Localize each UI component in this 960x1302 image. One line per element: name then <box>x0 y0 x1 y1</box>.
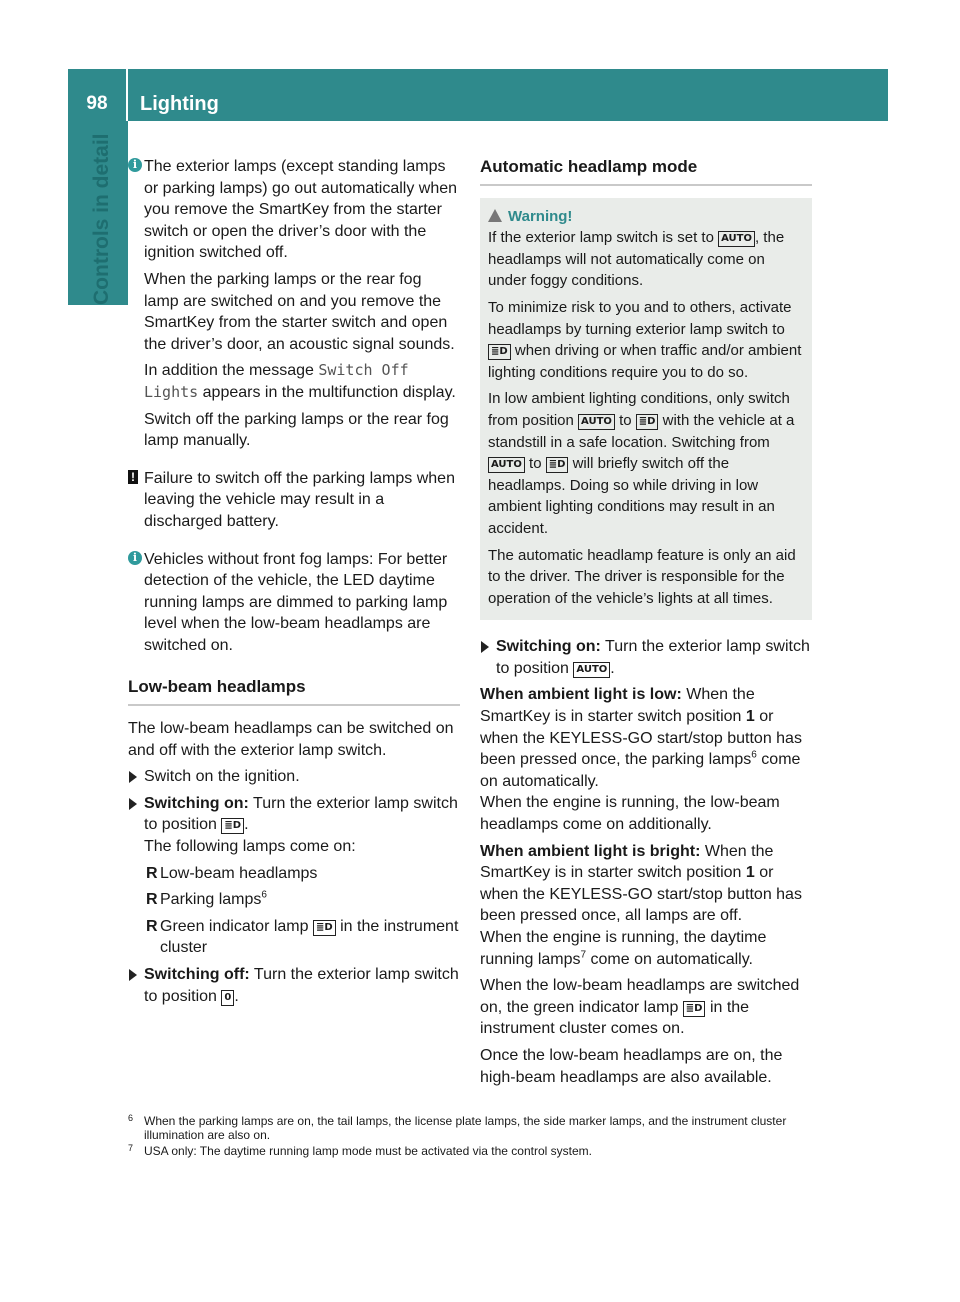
step: Switching on: Turn the exterior lamp switch to position AUTO . <box>480 636 812 679</box>
paragraph: The automatic headlamp feature is only an aid to the driver. The driver is responsible for the operation of the vehicle’s lights at all times. <box>488 546 796 607</box>
paragraph: Once the low-beam headlamps are on, the high-beam headlamps are also available. <box>480 1046 783 1086</box>
list-item: R Low-beam headlamps <box>146 864 318 882</box>
caution-note <box>128 468 460 533</box>
footnote: 6 When the parking lamps are on, the tail lamps, the license plate lamps, the side marker lamps, and the instrument cluster illumination are also on. <box>128 1113 787 1142</box>
arrow-icon <box>129 798 137 810</box>
page-header <box>68 69 888 121</box>
info-note <box>128 156 460 452</box>
auto-icon: AUTO <box>718 231 755 247</box>
warning-title: Warning! <box>488 206 804 228</box>
footnotes <box>128 1114 812 1160</box>
info-icon: i <box>128 551 142 565</box>
zero-position-icon: 0 <box>221 990 234 1006</box>
auto-icon: AUTO <box>573 662 610 678</box>
paragraph: When ambient light is bright: When the SmartKey is in starter switch position 1 or when the KEYLESS-GO start/stop button has been pressed once, all lamps are off. When the engine is running, the daytime running lamps$^7$ come on automatically. <box>480 842 802 968</box>
paragraph: When the low-beam headlamps are switched on, the green indicator lamp ≣D in the instrument cluster comes on. <box>480 977 800 1038</box>
arrow-icon <box>129 969 137 981</box>
info-icon: i <box>128 158 142 172</box>
right-column <box>480 156 812 1093</box>
lowbeam-icon: ≣D <box>221 818 244 834</box>
sidebar-label: Controls in detail <box>90 133 113 305</box>
paragraph: In addition the message Switch Off Lights appears in the multifunction display. <box>144 361 456 401</box>
step: Switch on the ignition. <box>128 766 460 788</box>
paragraph: The low-beam headlamps can be switched on and off with the exterior lamp switch. <box>128 720 454 759</box>
lowbeam-icon: ≣D <box>683 1001 706 1017</box>
display-message: Switch Off <box>318 361 409 380</box>
lowbeam-icon: ≣D <box>546 457 569 473</box>
display-message: Lights <box>144 382 199 401</box>
footnote: 7 USA only: The daytime running lamp mode must be activated via the control system. <box>128 1143 592 1158</box>
arrow-icon <box>129 771 137 783</box>
warning-triangle-icon <box>488 209 502 222</box>
auto-icon: AUTO <box>488 457 525 473</box>
lowbeam-icon: ≣D <box>488 344 511 360</box>
step: Switching on: Turn the exterior lamp switch to position ≣D . The following lamps come on: <box>128 793 460 858</box>
info-note <box>128 549 460 657</box>
paragraph: Vehicles without front fog lamps: For better detection of the vehicle, the LED daytime running lamps are dimmed to parking lamp level when the low-beam headlamps are switched on. <box>144 550 448 654</box>
header-divider <box>126 69 128 121</box>
page-number: 98 <box>86 93 108 114</box>
list-item: R Parking lamps$^6$ <box>146 889 267 909</box>
step: Switching off: Turn the exterior lamp switch to position 0 . <box>128 964 460 1007</box>
lowbeam-icon: ≣D <box>636 414 659 430</box>
paragraph: If the exterior lamp switch is set to AUTO , the headlamps will not automatically come on under foggy conditions. <box>488 229 785 290</box>
paragraph: When the parking lamps or the rear fog lamp are switched on and you remove the SmartKey from the starter switch and open the driver’s door, an acoustic signal sounds. <box>144 270 455 353</box>
paragraph: To minimize risk to you and to others, activate headlamps by turning exterior lamp switch to ≣D when driving or when traffic and/or ambient lighting conditions require you to do so. <box>488 298 802 381</box>
paragraph: Switch off the parking lamps or the rear fog lamp manually. <box>144 410 449 450</box>
arrow-icon <box>481 641 489 653</box>
auto-icon: AUTO <box>578 414 615 430</box>
paragraph: The exterior lamps (except standing lamps or parking lamps) go out automatically when you remove the SmartKey from the starter switch or open the driver’s door with the ignition switched off. <box>144 158 458 262</box>
paragraph: When ambient light is low: When the SmartKey is in starter switch position 1 or when the KEYLESS-GO start/stop button has been pressed once, the parking lamps$^6$ come on automatically. When the engine is running, the low-beam headlamps come on additionally. <box>480 686 802 834</box>
chapter-title: Lighting <box>140 93 219 115</box>
exclamation-icon: ! <box>128 470 138 484</box>
paragraph: In low ambient lighting conditions, only switch from position AUTO to ≣D with the vehicle at a standstill in a safe location. Switching from AUTO to ≣D will briefly switch off the headlamps. Doing so while driving in low ambient lighting conditions may result in an accident. <box>488 390 795 537</box>
paragraph: Failure to switch off the parking lamps when leaving the vehicle may result in a discharged battery. <box>144 469 455 530</box>
list-item: R Green indicator lamp ≣D in the instrument cluster <box>146 917 459 957</box>
section-heading: Low-beam headlamps <box>128 676 460 706</box>
warning-box <box>480 198 812 621</box>
lowbeam-icon: ≣D <box>313 920 336 936</box>
section-heading: Automatic headlamp mode <box>480 156 812 186</box>
left-column <box>128 156 460 1012</box>
